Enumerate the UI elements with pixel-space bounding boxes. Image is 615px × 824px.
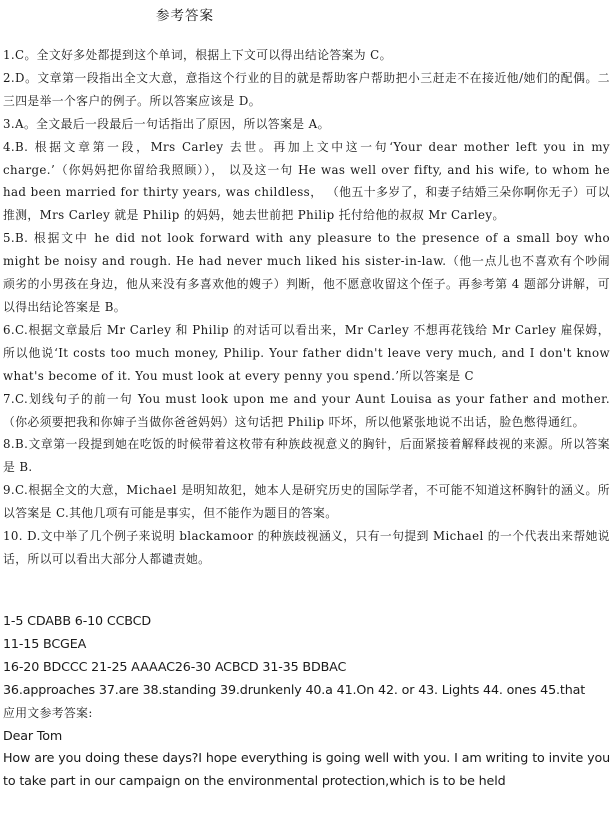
- writing-heading: 应用文参考答案:: [3, 705, 93, 720]
- letter-body: How are you doing these days?I hope everything is going well with you. I am writing to invite you to take part in our campaign on the environmental protection,which is to be held: [3, 750, 610, 789]
- answer-item-1: 1.C。全文好多处都提到这个单词，根据上下文可以得出结论答案为 C。: [3, 48, 392, 62]
- answer-item-6: 6.C.根据文章最后 Mr Carley 和 Philip 的对话可以看出来，Mr Carley 不想再花钱给 Mr Carley 雇保姆，所以他说‘It costs too much money, Philip. Your father didn't leave very much, and I don't know what's become of it. You must look at every penny you spend.’所以答案是 C: [3, 322, 610, 383]
- answer-item-8: 8.B.文章第一段提到她在吃饭的时候带着这枚带有种族歧视意义的胸针，后面紧接着解释歧视的来源。所以答案是 B.: [3, 437, 610, 475]
- answer-explanations: [3, 44, 610, 571]
- answer-item-5: 5.B. 根据文中 he did not look forward with any pleasure to the presence of a small boy who might be noisy and rough. He had never much liked his sister-in-law.（他一点儿也不喜欢有个吵闹顽劣的小男孩在身边，他从来没有多喜欢他的嫂子）判断，他不愿意收留这个侄子。再参考第 4 题部分讲解，可以得出结论答案是 B。: [3, 231, 610, 314]
- answer-key-line-3: 16-20 BDCCC 21-25 AAAAC26-30 ACBCD 31-35 BDBAC: [3, 658, 347, 674]
- answer-item-2: 2.D。文章第一段指出全文大意，意指这个行业的目的就是帮助客户帮助把小三赶走不在接近他/她们的配偶。二三四是举一个客户的例子。所以答案应该是 D。: [3, 70, 610, 108]
- answer-key-and-writing: [3, 610, 610, 793]
- page-title: 参考答案: [156, 8, 214, 24]
- answer-item-4: 4.B. 根据文章第一段，Mrs Carley 去世。再加上文中这一句‘Your dear mother left you in my charge.’（你妈妈把你留给我照顾））， 以及这一句 He was well over fifty, and his wife, to whom he had been married for thirty years, was childless， （他五十多岁了，和妻子结婚三朵你啊你无子）可以推测，Mrs Carley 就是 Philip 的妈妈，她去世前把 Philip 托付给他的叔叔 Mr Carley。: [3, 139, 610, 223]
- answer-key-line-1: 1-5 CDABB 6-10 CCBCD: [3, 613, 151, 628]
- answer-key-line-4: 36.approaches 37.are 38.standing 39.drunkenly 40.a 41.On 42. or 43. Lights 44. ones 45.that: [3, 681, 586, 697]
- answer-item-7: 7.C.划线句子的前一句 You must look upon me and your Aunt Louisa as your father and mother.（你必须要把我和你婶子当做你爸爸妈妈）这句话把 Philip 吓坏，所以他紧张地说不出话，脸色憋得通红。: [3, 391, 610, 429]
- answer-key-line-2: 11-15 BCGEA: [3, 635, 87, 651]
- answer-item-3: 3.A。全文最后一段最后一句话指出了原因，所以答案是 A。: [3, 116, 330, 131]
- letter-salutation: Dear Tom: [3, 727, 63, 743]
- answer-item-10: 10. D.文中举了几个例子来说明 blackamoor 的种族歧视涵义，只有一句提到 Michael 的一个代表出来帮她说话，所以可以看出大部分人都谴责她。: [3, 529, 610, 566]
- answer-item-9: 9.C.根据全文的大意，Michael 是明知故犯，她本人是研究历史的国际学者，不可能不知道这杯胸针的涵义。所以答案是 C.其他几项有可能是事实，但不能作为题目的答案。: [3, 483, 610, 521]
